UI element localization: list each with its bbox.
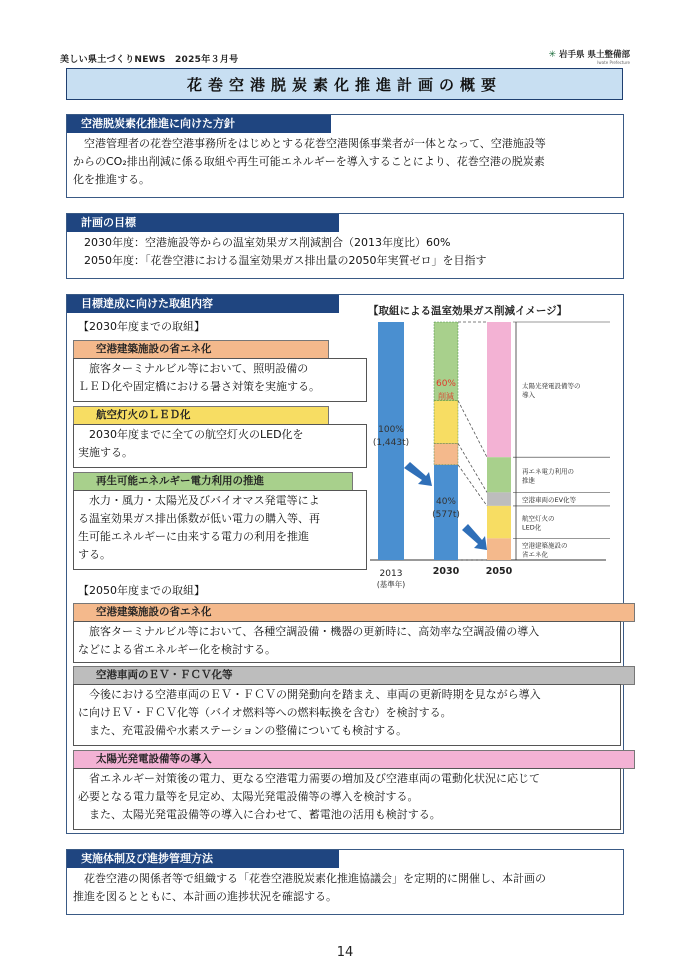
legend-label: 航空灯火の (522, 514, 555, 523)
bar-2050-segment (487, 322, 511, 457)
policy-label: 空港脱炭素化推進に向けた方針 (67, 115, 331, 133)
item-line: 旅客ターミナルビル等において、各種空調設備・機器の更新時に、高効率な空調設備の導入 (78, 625, 540, 638)
connector-line (458, 465, 487, 506)
connector-line (458, 443, 487, 492)
item-line: などによる省エネルギー化を検討する。 (78, 643, 276, 656)
goal-text (67, 232, 623, 270)
legend-label: 推進 (522, 476, 535, 485)
item2030-buildings-title: 空港建築施設の省エネ化 (73, 340, 329, 359)
item2030-buildings-box (73, 358, 367, 402)
label-2030-reduction-pct: 60% (435, 379, 457, 389)
implementation-section (66, 849, 624, 915)
label-2030-reduction-word: 削減 (438, 392, 454, 401)
legend-label: 太陽光発電設備等の (522, 382, 581, 391)
policy-line: 化を推進する。 (73, 173, 150, 186)
legend-label: 空港車両のEV化等 (522, 496, 577, 505)
item2050-buildings-title: 空港建築施設の省エネ化 (73, 603, 635, 622)
item2050-vehicles-box (73, 684, 621, 746)
item-line: に向けＥＶ・ＦＣＶ化等（バイオ燃料等への燃料転換を含む）を検討する。 (78, 706, 452, 719)
bar-2050-segment (487, 492, 511, 506)
policy-text (67, 133, 623, 189)
implementation-text (67, 868, 623, 906)
item2030-renewable-title: 再生可能エネルギー電力利用の推進 (73, 472, 353, 491)
connector-lines (458, 322, 487, 560)
item-line: る温室効果ガス排出係数が低い電力の購入等、再 (78, 512, 320, 525)
label-2030-amount: (577t) (432, 510, 460, 520)
item-line: 実施する。 (78, 446, 133, 459)
heading-2030: 【2030年度までの取組】 (78, 320, 205, 333)
legend-label: 空港建築施設の (522, 541, 568, 550)
goal-section (66, 213, 624, 279)
bar-2050-segment (487, 538, 511, 560)
legend-label: LED化 (522, 523, 542, 532)
item2030-led-title: 航空灯火のＬＥＤ化 (73, 406, 329, 425)
label-2030-pct: 40% (435, 497, 457, 507)
item-line: 生可能エネルギーに由来する電力の利用を推進 (78, 530, 309, 543)
item-line: 2030年度までに全ての航空灯火のLED化を (78, 428, 304, 441)
category-2050: 2050 (485, 566, 513, 577)
item2050-solar-title: 太陽光発電設備等の導入 (73, 750, 635, 769)
newsletter-issue: 美しい県土づくりNEWS 2025年３月号 (60, 55, 239, 65)
item2050-buildings-box (73, 621, 621, 663)
bar-2030-buildings (434, 443, 458, 464)
implementation-line: 推進を図るとともに、本計画の進捗状況を確認する。 (73, 890, 337, 903)
goal-line: 2030年度：空港施設等からの温室効果ガス削減割合（2013年度比）60% (73, 236, 451, 249)
item2050-solar-box (73, 768, 621, 830)
prefecture-subtitle: Iwate Prefecture (597, 60, 630, 65)
item-line: 旅客ターミナルビル等において、照明設備の (78, 362, 309, 375)
publisher-mark (548, 48, 630, 65)
legend-label: 再エネ電力利用の (522, 467, 574, 476)
connector-line (458, 401, 487, 458)
item2050-vehicles-title: 空港車両のＥＶ・ＦＣＶ化等 (73, 666, 635, 685)
department-name: 県土整備部 (587, 50, 630, 60)
chart-title: 【取組による温室効果ガス削減イメージ】 (368, 305, 568, 317)
category-2013: 2013 (379, 569, 403, 579)
item-line: 必要となる電力量等を見定め、太陽光発電設備等の導入を検討する。 (78, 790, 419, 803)
item2030-renewable-box (73, 490, 367, 570)
item2030-led-box (73, 424, 367, 468)
goal-label: 計画の目標 (67, 214, 339, 232)
page-title: 花巻空港脱炭素化推進計画の概要 (66, 68, 623, 100)
page-number: 14 (336, 945, 354, 960)
bar-2050 (487, 322, 511, 560)
item-line: する。 (78, 548, 111, 561)
policy-line: からのCO₂排出削減に係る取組や再生可能エネルギーを導入することにより、花巻空港の脱炭素 (73, 155, 545, 168)
prefecture-name: 岩手県 (559, 50, 585, 60)
legend-label: 省エネ化 (522, 550, 548, 559)
category-2030: 2030 (432, 566, 460, 577)
heading-2050: 【2050年度までの取組】 (78, 584, 205, 597)
chart-legend (513, 322, 610, 560)
prefecture-logo-icon: ✳ (548, 50, 557, 60)
item-line: 水力・風力・太陽光及びバイオマス発電等によ (78, 494, 320, 507)
bar-2050-segment (487, 506, 511, 538)
label-2013-pct: 100% (378, 425, 404, 435)
category-2013-note: (基準年) (376, 580, 406, 589)
measures-label: 目標達成に向けた取組内容 (67, 295, 339, 313)
bar-2030-led (434, 401, 458, 444)
bar-2030 (434, 322, 458, 560)
legend-label: 導入 (522, 391, 535, 400)
goal-line: 2050年度：「花巻空港における温室効果ガス排出量の2050年実質ゼロ」を目指す (73, 254, 487, 267)
policy-section (66, 114, 624, 198)
item-line: 今後における空港車両のＥＶ・ＦＣＶの開発動向を踏まえ、車両の更新時期を見ながら導入 (78, 688, 541, 701)
label-2013-amount: (1,443t) (372, 438, 410, 448)
bar-2050-segment (487, 457, 511, 492)
policy-line: 空港管理者の花巻空港事務所をはじめとする花巻空港関係事業者が一体となって、空港施設等 (73, 137, 546, 150)
implementation-label: 実施体制及び進捗管理方法 (67, 850, 339, 868)
reduction-chart (366, 318, 616, 596)
implementation-line: 花巻空港の関係者等で組織する「花巻空港脱炭素化推進協議会」を定期的に開催し、本計画の (73, 872, 546, 885)
item-line: また、太陽光発電設備等の導入に合わせて、蓄電池の活用も検討する。 (78, 808, 441, 821)
item-line: 省エネルギー対策後の電力、更なる空港電力需要の増加及び空港車両の電動化状況に応じて (78, 772, 540, 785)
item-line: また、充電設備や水素ステーションの整備についても検討する。 (78, 724, 408, 737)
item-line: ＬＥＤ化や固定橋における暑さ対策を実施する。 (78, 380, 320, 393)
